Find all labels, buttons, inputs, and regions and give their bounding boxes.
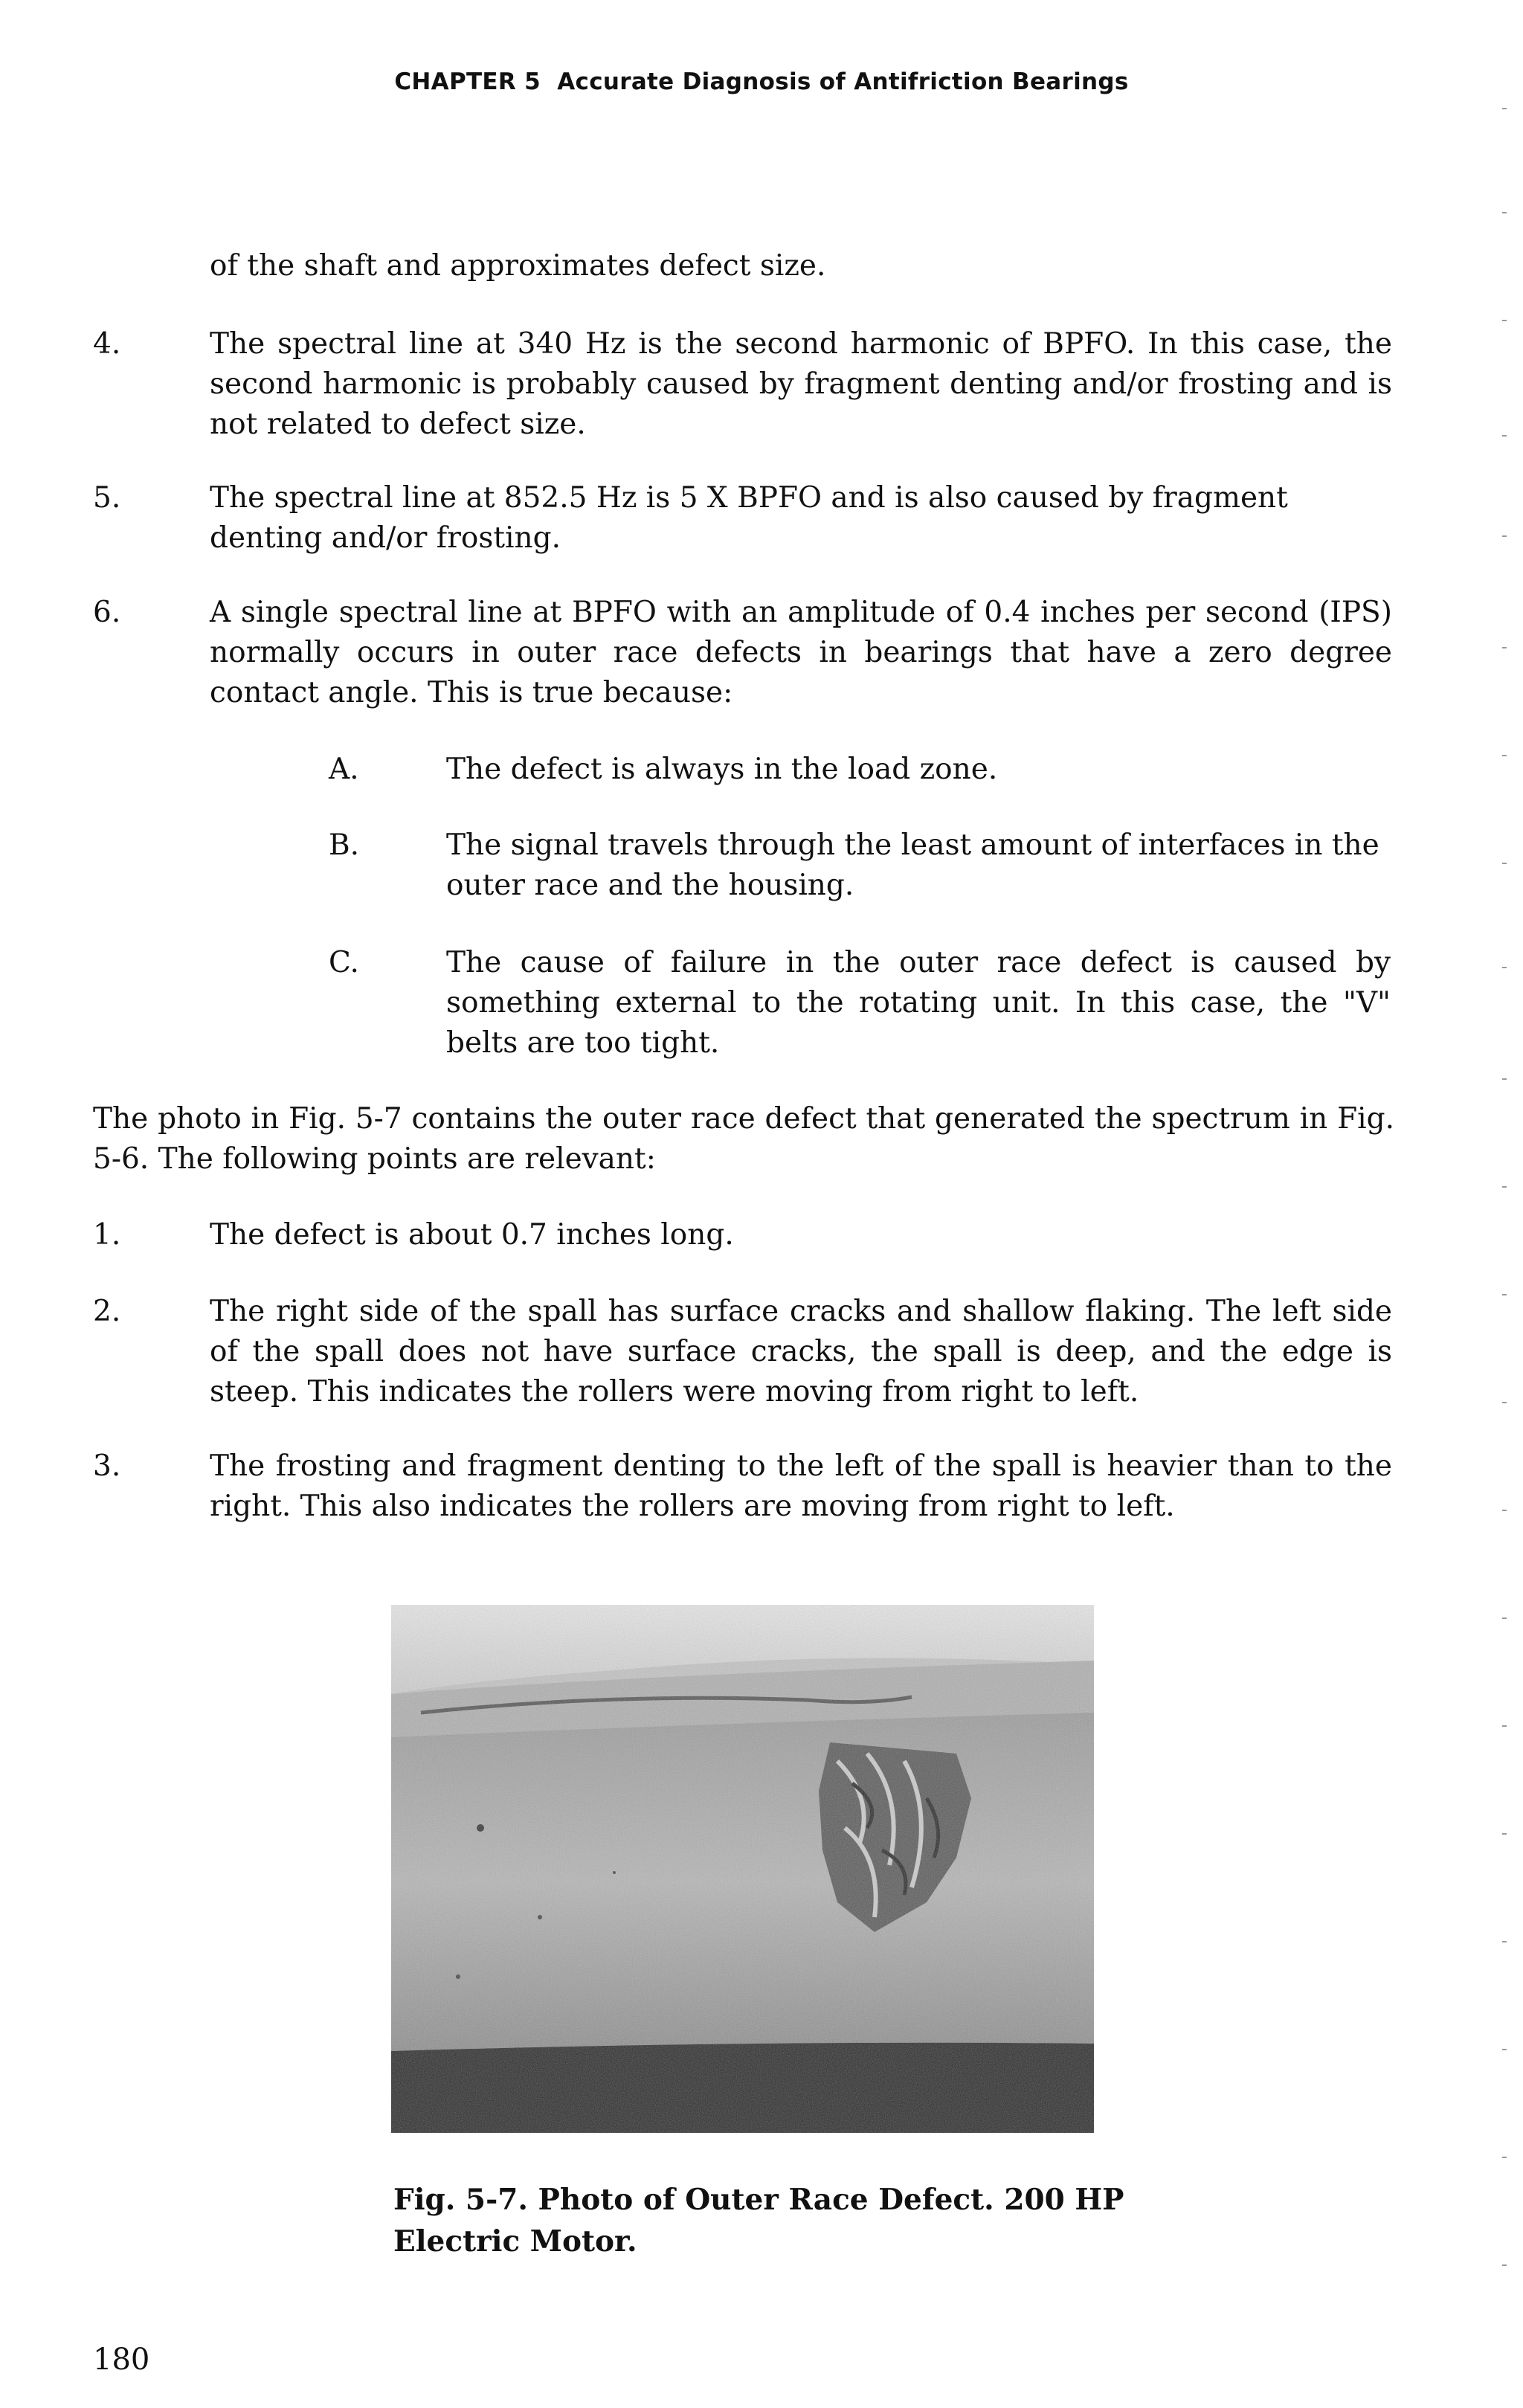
figure-caption: Fig. 5-7. Photo of Outer Race Defect. 200 HP Electric Motor.: [393, 2183, 1124, 2259]
margin-mark: [1502, 535, 1507, 537]
item-number-4: 4.: [93, 327, 121, 361]
subitem-text-a: The defect is always in the load zone.: [446, 753, 998, 786]
subitem-letter-a: A.: [329, 753, 359, 786]
margin-mark: [1502, 755, 1507, 756]
running-header: [0, 68, 1523, 95]
item-number-6: 6.: [93, 596, 121, 629]
item-text-4: The spectral line at 340 Hz is the second harmonic of BPFO. In this case, the second harmonic is probably caused by fragment denting and/or frosting and is not related to defect size.: [210, 327, 1392, 441]
item-number-5: 5.: [93, 481, 121, 515]
point-number-2: 2.: [93, 1295, 121, 1328]
margin-mark: [1502, 1510, 1507, 1511]
margin-mark: [1502, 1725, 1507, 1727]
margin-mark: [1502, 1294, 1507, 1295]
outer-race-defect-photo: [391, 1605, 1094, 2133]
intro-paragraph: The photo in Fig. 5-7 contains the outer race defect that generated the spectrum in Fig. 5-6. The following points are relevant:: [93, 1102, 1394, 1176]
chapter-title: Accurate Diagnosis of Antifriction Bearings: [557, 68, 1129, 95]
margin-mark: [1502, 1402, 1507, 1403]
subitem-letter-c: C.: [329, 946, 359, 979]
margin-mark: [1502, 1186, 1507, 1188]
margin-mark: [1502, 320, 1507, 321]
point-text-3: The frosting and fragment denting to the left of the spall is heavier than to the right. This also indicates the rollers are moving from right to left.: [210, 1449, 1392, 1523]
subitem-letter-b: B.: [329, 828, 360, 862]
margin-mark: [1502, 212, 1507, 213]
margin-mark: [1502, 1833, 1507, 1835]
margin-mark: [1502, 647, 1507, 648]
point-text-1: The defect is about 0.7 inches long.: [210, 1218, 734, 1252]
subitem-text-c: The cause of failure in the outer race defect is caused by something external to the rotating unit. In this case, the "V" belts are too tight.: [446, 946, 1391, 1060]
margin-mark: [1502, 2157, 1507, 2158]
margin-mark: [1502, 108, 1507, 109]
margin-mark: [1502, 2049, 1507, 2050]
margin-mark: [1502, 435, 1507, 437]
margin-mark: [1502, 863, 1507, 864]
continuation-text: of the shaft and approximates defect size.: [210, 249, 826, 283]
margin-mark: [1502, 1078, 1507, 1080]
margin-mark: [1502, 1617, 1507, 1619]
point-text-2: The right side of the spall has surface cracks and shallow flaking. The left side of the spall does not have surface cracks, the spall is deep, and the edge is steep. This indicates the rollers were moving from right to left.: [210, 1295, 1392, 1409]
point-number-1: 1.: [93, 1218, 121, 1252]
margin-mark: [1502, 2264, 1507, 2266]
page-number: 180: [93, 2343, 150, 2377]
chapter-label: CHAPTER 5: [394, 68, 541, 95]
item-text-5: The spectral line at 852.5 Hz is 5 X BPFO and is also caused by fragment denting and/or frosting.: [210, 481, 1288, 555]
subitem-text-b: The signal travels through the least amount of interfaces in the outer race and the housing.: [446, 828, 1379, 902]
margin-mark: [1502, 1941, 1507, 1942]
margin-mark: [1502, 967, 1507, 968]
item-text-6: A single spectral line at BPFO with an amplitude of 0.4 inches per second (IPS) normally occurs in outer race defects in bearings that have a zero degree contact angle. This is true because:: [210, 596, 1392, 709]
point-number-3: 3.: [93, 1449, 121, 1483]
